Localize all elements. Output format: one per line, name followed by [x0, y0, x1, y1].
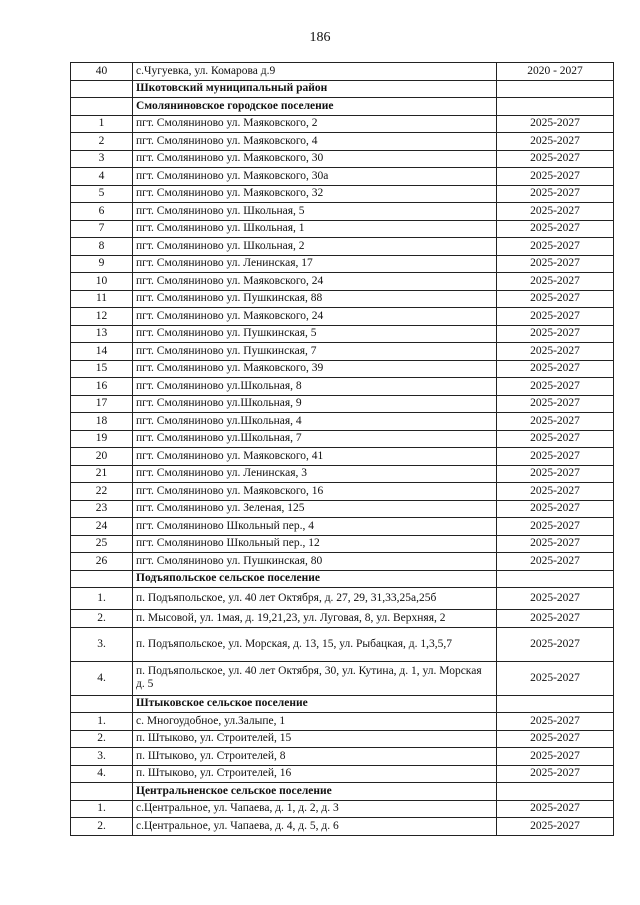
schedule-table — [70, 62, 614, 836]
row-number-cell: 4 — [71, 168, 133, 186]
row-number-cell — [71, 80, 133, 98]
period-cell: 2025-2027 — [497, 290, 614, 308]
period-cell: 2025-2027 — [497, 238, 614, 256]
row-number-cell: 15 — [71, 360, 133, 378]
row-number-cell: 14 — [71, 343, 133, 361]
period-cell: 2025-2027 — [497, 395, 614, 413]
address-cell: п. Подъяпольское, ул. Морская, д. 13, 15, ул. Рыбацкая, д. 1,3,5,7 — [133, 627, 497, 661]
period-cell: 2025-2027 — [497, 360, 614, 378]
address-cell: пгт. Смоляниново ул. Пушкинская, 80 — [133, 553, 497, 571]
address-cell: с. Многоудобное, ул.Залыпе, 1 — [133, 713, 497, 731]
table-row — [71, 63, 614, 81]
address-cell: пгт. Смоляниново Школьный пер., 4 — [133, 518, 497, 536]
row-number-cell: 23 — [71, 500, 133, 518]
table-row — [71, 500, 614, 518]
address-cell: с.Центральное, ул. Чапаева, д. 1, д. 2, д. 3 — [133, 800, 497, 818]
period-cell: 2025-2027 — [497, 220, 614, 238]
row-number-cell: 1. — [71, 588, 133, 610]
address-cell: пгт. Смоляниново ул. Маяковского, 32 — [133, 185, 497, 203]
table-row — [71, 255, 614, 273]
table-row — [71, 395, 614, 413]
period-cell: 2025-2027 — [497, 255, 614, 273]
address-cell: п. Штыково, ул. Строителей, 15 — [133, 730, 497, 748]
table-row — [71, 430, 614, 448]
address-cell: пгт. Смоляниново ул. Маяковского, 2 — [133, 115, 497, 133]
row-number-cell — [71, 570, 133, 588]
period-cell — [497, 570, 614, 588]
table-row — [71, 378, 614, 396]
row-number-cell — [71, 98, 133, 116]
address-cell: пгт. Смоляниново ул. Маяковского, 30 — [133, 150, 497, 168]
address-cell: пгт. Смоляниново ул. Маяковского, 24 — [133, 308, 497, 326]
row-number-cell: 40 — [71, 63, 133, 81]
period-cell: 2025-2027 — [497, 553, 614, 571]
address-cell: пгт. Смоляниново ул. Маяковского, 24 — [133, 273, 497, 291]
table-row — [71, 185, 614, 203]
period-cell: 2025-2027 — [497, 765, 614, 783]
row-number-cell: 22 — [71, 483, 133, 501]
period-cell — [497, 98, 614, 116]
row-number-cell: 12 — [71, 308, 133, 326]
table-row — [71, 610, 614, 628]
table-row — [71, 273, 614, 291]
period-cell: 2025-2027 — [497, 588, 614, 610]
address-cell: пгт. Смоляниново ул. Маяковского, 41 — [133, 448, 497, 466]
address-cell: пгт. Смоляниново ул.Школьная, 7 — [133, 430, 497, 448]
page-number: 186 — [309, 30, 331, 45]
row-number-cell: 1. — [71, 713, 133, 731]
table-row — [71, 713, 614, 731]
period-cell: 2025-2027 — [497, 500, 614, 518]
row-number-cell: 18 — [71, 413, 133, 431]
row-number-cell: 13 — [71, 325, 133, 343]
period-cell: 2025-2027 — [497, 627, 614, 661]
table-row — [71, 483, 614, 501]
period-cell: 2025-2027 — [497, 430, 614, 448]
address-cell: пгт. Смоляниново ул. Ленинская, 3 — [133, 465, 497, 483]
period-cell: 2025-2027 — [497, 518, 614, 536]
row-number-cell: 1 — [71, 115, 133, 133]
period-cell: 2025-2027 — [497, 818, 614, 836]
address-cell: пгт. Смоляниново ул. Маяковского, 30а — [133, 168, 497, 186]
period-cell: 2025-2027 — [497, 448, 614, 466]
table-row — [71, 465, 614, 483]
section-header-row — [71, 98, 614, 116]
period-cell: 2025-2027 — [497, 535, 614, 553]
address-cell: пгт. Смоляниново ул.Школьная, 8 — [133, 378, 497, 396]
row-number-cell: 21 — [71, 465, 133, 483]
period-cell: 2025-2027 — [497, 748, 614, 766]
table-row — [71, 553, 614, 571]
row-number-cell: 24 — [71, 518, 133, 536]
address-cell: пгт. Смоляниново ул. Зеленая, 125 — [133, 500, 497, 518]
table-row — [71, 748, 614, 766]
table-row — [71, 220, 614, 238]
table-row — [71, 535, 614, 553]
address-cell: пгт. Смоляниново Школьный пер., 12 — [133, 535, 497, 553]
table-row — [71, 588, 614, 610]
period-cell: 2025-2027 — [497, 413, 614, 431]
period-cell: 2025-2027 — [497, 133, 614, 151]
period-cell: 2025-2027 — [497, 483, 614, 501]
row-number-cell: 25 — [71, 535, 133, 553]
table-row — [71, 518, 614, 536]
row-number-cell: 26 — [71, 553, 133, 571]
address-cell: пгт. Смоляниново ул.Школьная, 9 — [133, 395, 497, 413]
table-row — [71, 133, 614, 151]
address-cell: п. Подъяпольское, ул. 40 лет Октября, 30, ул. Кутина, д. 1, ул. Морская д. 5 — [133, 661, 497, 695]
period-cell — [497, 695, 614, 713]
period-cell: 2025-2027 — [497, 730, 614, 748]
row-number-cell: 2 — [71, 133, 133, 151]
period-cell: 2025-2027 — [497, 610, 614, 628]
address-cell: п. Подъяпольское, ул. 40 лет Октября, д. 27, 29, 31,33,25а,25б — [133, 588, 497, 610]
address-cell: пгт. Смоляниново ул. Пушкинская, 88 — [133, 290, 497, 308]
row-number-cell: 11 — [71, 290, 133, 308]
table-row — [71, 661, 614, 695]
table-row — [71, 448, 614, 466]
row-number-cell: 2. — [71, 818, 133, 836]
table-row — [71, 818, 614, 836]
table-row — [71, 115, 614, 133]
period-cell: 2025-2027 — [497, 185, 614, 203]
row-number-cell: 20 — [71, 448, 133, 466]
schedule-table-body — [71, 63, 614, 836]
table-row — [71, 730, 614, 748]
period-cell: 2025-2027 — [497, 203, 614, 221]
row-number-cell: 19 — [71, 430, 133, 448]
period-cell: 2025-2027 — [497, 465, 614, 483]
row-number-cell: 17 — [71, 395, 133, 413]
period-cell: 2025-2027 — [497, 115, 614, 133]
row-number-cell — [71, 783, 133, 801]
row-number-cell: 2. — [71, 610, 133, 628]
section-title-cell: Штыковское сельское поселение — [133, 695, 497, 713]
table-row — [71, 413, 614, 431]
address-cell: пгт. Смоляниново ул.Школьная, 4 — [133, 413, 497, 431]
section-title-cell: Смоляниновское городское поселение — [133, 98, 497, 116]
table-row — [71, 308, 614, 326]
table-row — [71, 627, 614, 661]
row-number-cell: 8 — [71, 238, 133, 256]
address-cell: пгт. Смоляниново ул. Пушкинская, 7 — [133, 343, 497, 361]
table-row — [71, 765, 614, 783]
section-title-cell: Центральненское сельское поселение — [133, 783, 497, 801]
period-cell: 2025-2027 — [497, 800, 614, 818]
row-number-cell: 10 — [71, 273, 133, 291]
row-number-cell: 5 — [71, 185, 133, 203]
table-row — [71, 238, 614, 256]
table-row — [71, 800, 614, 818]
period-cell: 2025-2027 — [497, 308, 614, 326]
section-header-row — [71, 570, 614, 588]
address-cell: с.Центральное, ул. Чапаева, д. 4, д. 5, д. 6 — [133, 818, 497, 836]
table-row — [71, 168, 614, 186]
period-cell: 2025-2027 — [497, 661, 614, 695]
row-number-cell: 1. — [71, 800, 133, 818]
table-row — [71, 343, 614, 361]
row-number-cell: 7 — [71, 220, 133, 238]
period-cell: 2025-2027 — [497, 273, 614, 291]
row-number-cell: 16 — [71, 378, 133, 396]
section-title-cell: Подъяпольское сельское поселение — [133, 570, 497, 588]
row-number-cell — [71, 695, 133, 713]
address-cell: пгт. Смоляниново ул. Ленинская, 17 — [133, 255, 497, 273]
period-cell: 2025-2027 — [497, 378, 614, 396]
row-number-cell: 3. — [71, 748, 133, 766]
table-row — [71, 360, 614, 378]
address-cell: пгт. Смоляниново ул. Маяковского, 4 — [133, 133, 497, 151]
row-number-cell: 6 — [71, 203, 133, 221]
period-cell: 2025-2027 — [497, 343, 614, 361]
period-cell — [497, 783, 614, 801]
row-number-cell: 2. — [71, 730, 133, 748]
row-number-cell: 4. — [71, 661, 133, 695]
row-number-cell: 9 — [71, 255, 133, 273]
period-cell: 2025-2027 — [497, 325, 614, 343]
table-row — [71, 150, 614, 168]
section-title-cell: Шкотовский муниципальный район — [133, 80, 497, 98]
address-cell: пгт. Смоляниново ул. Школьная, 5 — [133, 203, 497, 221]
period-cell — [497, 80, 614, 98]
table-row — [71, 325, 614, 343]
address-cell: с.Чугуевка, ул. Комарова д.9 — [133, 63, 497, 81]
address-cell: пгт. Смоляниново ул. Школьная, 1 — [133, 220, 497, 238]
table-row — [71, 290, 614, 308]
address-cell: п. Штыково, ул. Строителей, 16 — [133, 765, 497, 783]
period-cell: 2025-2027 — [497, 168, 614, 186]
row-number-cell: 3. — [71, 627, 133, 661]
period-cell: 2025-2027 — [497, 713, 614, 731]
address-cell: п. Мысовой, ул. 1мая, д. 19,21,23, ул. Луговая, 8, ул. Верхняя, 2 — [133, 610, 497, 628]
address-cell: пгт. Смоляниново ул. Маяковского, 16 — [133, 483, 497, 501]
period-cell: 2020 - 2027 — [497, 63, 614, 81]
table-row — [71, 203, 614, 221]
row-number-cell: 4. — [71, 765, 133, 783]
section-header-row — [71, 783, 614, 801]
address-cell: пгт. Смоляниново ул. Пушкинская, 5 — [133, 325, 497, 343]
section-header-row — [71, 80, 614, 98]
row-number-cell: 3 — [71, 150, 133, 168]
address-cell: пгт. Смоляниново ул. Школьная, 2 — [133, 238, 497, 256]
section-header-row — [71, 695, 614, 713]
period-cell: 2025-2027 — [497, 150, 614, 168]
address-cell: п. Штыково, ул. Строителей, 8 — [133, 748, 497, 766]
address-cell: пгт. Смоляниново ул. Маяковского, 39 — [133, 360, 497, 378]
